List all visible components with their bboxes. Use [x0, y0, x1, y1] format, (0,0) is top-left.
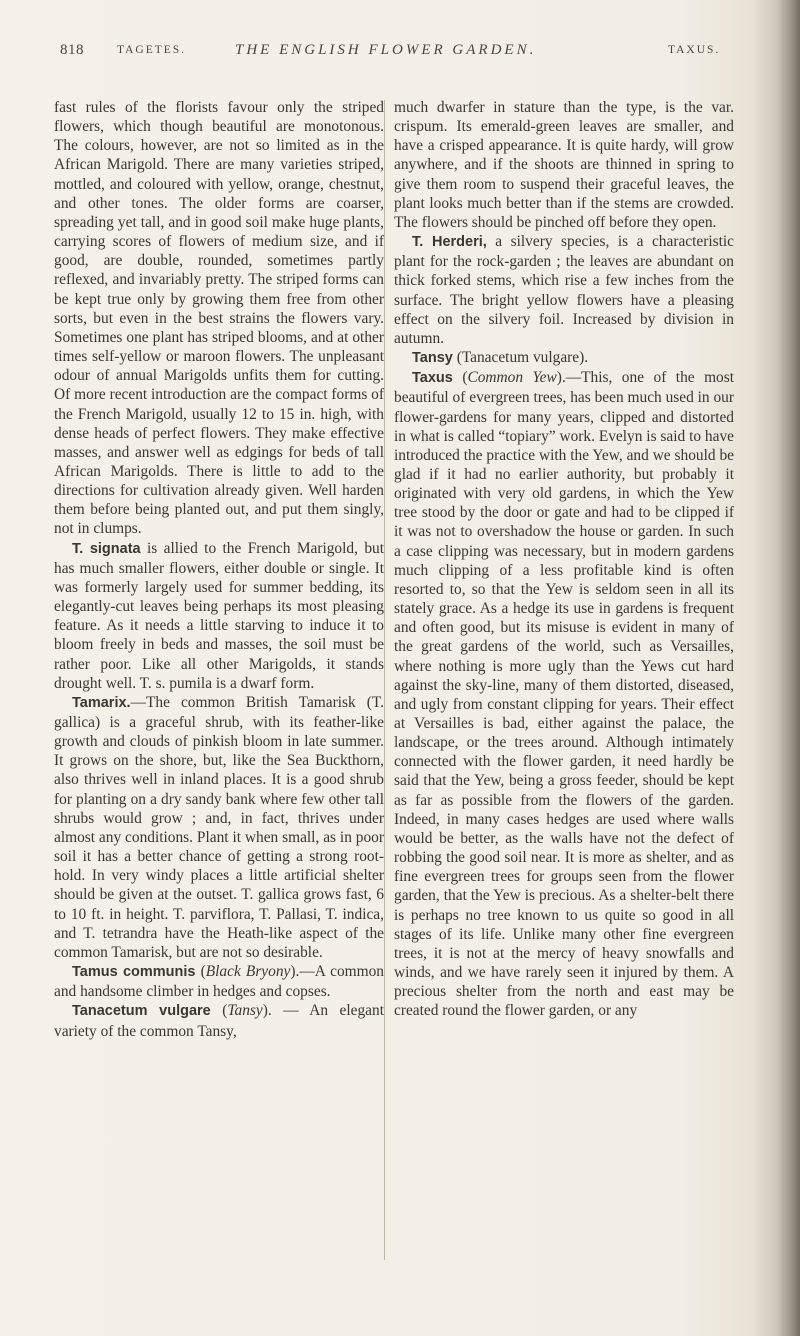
headword: T. Herderi,	[412, 234, 487, 251]
headword: Tansy	[412, 350, 453, 367]
running-header	[60, 42, 750, 64]
entry-text: .—This, one of the most beautiful of evergreen trees, has been much used in our flower-gardens for many years, clipped and distorted in what is called “topiary” work. Evelyn is said to have introduced the practice with the Yew, and we should be glad if it had no earlier authority, but probably it originated with very old gardens, in which the Yew tree stood by the door or gate and had to be clipped if it was not to overshadow the house or garden. In such a case clipping was necessary, but in modern gardens much clipping of a less profitable kind is often resorted to, so that the Yew is seldom seen in all its stately grace. As a hedge its use in gardens is frequent and often good, but its misuse is evident in many of the great gardens of the world, such as Versailles, where nothing is more ugly than the Yews cut hard against the sky-line, many of them distorted, diseased, and ugly from constant clipping for years. Their effect at Versailles is bad, either against the palace, the landscape, or the trees around. Although intimately connected with the flower garden, it need hardly be said that the Yew, being a gross feeder, should be kept as far as possible from the flowers of the garden. Indeed, in many cases hedges are used where walls would be better, as the walls have not the defect of robbing the good soil near. It is more as shelter, and as fine evergreen trees for groups seen from the flower garden, that the Yew is precious. As a shelter-belt there is perhaps no tree known to us quite so good in all stages of its life. Unlike many other fine evergreen trees, it is not at the mercy of heavy snowfalls and winds, and we have rarely seen it injured by them. A precious shelter from the north and east may be created round the flower garden, or any	[394, 369, 734, 1020]
entry-tanacetum-vulgare: Tanacetum vulgare (Tansy). — An elegant variety of the common Tansy,	[54, 1002, 384, 1040]
common-name: Tansy	[227, 1002, 263, 1020]
page-edge-shadow	[778, 0, 800, 1336]
common-name: Black Bryony	[205, 963, 291, 981]
entry-text: —The common British Tamarisk (T. gallica) is a graceful shrub, with its feather-like growth and clouds of pinkish bloom in late summer. It grows on the shore, but, like the Sea Buckthorn, also thrives well in inland places. It is a good shrub for planting on a dry sandy bank where few other tall shrubs would grow ; and, in fact, thrives under almost any conditions. Plant it when small, as in poor soil it has a better chance of getting a strong root-hold. In very windy places a little artificial shelter should be given at the outset. T. gallica grows fast, 6 to 10 ft. in height. T. parviflora, T. Pallasi, T. indica, and T. tetrandra have the Heath-like aspect of the common Tamarisk, but are not so desirable.	[54, 693, 384, 961]
page-number: 818	[60, 42, 84, 58]
entry-text: (Tanacetum vulgare).	[452, 349, 589, 367]
headword: Tamarix.	[72, 694, 131, 711]
column-rule	[384, 100, 385, 1260]
right-running-word: TAXUS.	[668, 44, 721, 56]
left-column	[54, 98, 384, 1041]
left-running-word: TAGETES.	[117, 44, 187, 56]
book-title: THE ENGLISH FLOWER GARDEN.	[235, 42, 537, 58]
common-name: Common Yew	[467, 369, 557, 387]
paragraph-tagetes-continued: fast rules of the florists favour only the striped flowers, which though beautiful are monotonous. The colours, however, are not so limited as in the African Marigold. There are many varieties striped, mottled, and coloured with yellow, orange, chestnut, and other tones. The older forms are coarser, spreading yet tall, and in good soil make huge plants, carrying scores of flowers of medium size, and if good, are double, rounded, sometimes partly reflexed, and invariably pretty. The striped forms can be kept true only by growing them free from other sorts, but even in the best strains the flowers vary. Sometimes one plant has striped blooms, and at other times self-yellow or maroon flowers. The unpleasant odour of annual Marigolds unfits them for cutting. Of more recent introduction are the compact forms of the French Marigold, usually 12 to 15 in. high, with dense heads of perfect flowers. They make effective masses, and answer well as edgings for beds of tall African Marigolds. There is little to add to the directions for cultivation already given. Well harden them before being planted out, and put them singly, not in clumps.	[54, 99, 384, 538]
right-column	[394, 98, 734, 1021]
entry-text: a silvery species, is a characteristic plant for the rock-garden ; the leaves are abundant on thick forked stems, which rise a few inches from the surface. The bright yellow flowers have a pleasing effect on the silvery foil. Increased by division in autumn.	[394, 233, 734, 347]
headword: Tanacetum vulgare	[72, 1003, 211, 1020]
entry-text: .—A common and handsome climber in hedges and copses.	[54, 963, 384, 1001]
entry-tamus-communis: Tamus communis (Black Bryony).—A common and handsome climber in hedges and copses.	[54, 963, 384, 1001]
entry-taxus: Taxus (Common Yew).—This, one of the most beautiful of evergreen trees, has been much used in our flower-gardens for many years, clipped and distorted in what is called “topiary” work. Evelyn is said to have introduced the practice with the Yew, and we should be glad if it had no earlier authority, but probably it originated with very old gardens, in which the Yew tree stood by the door or gate and had to be clipped if it was not to overshadow the house or garden. In such a case clipping was necessary, but in modern gardens much clipping of a less profitable kind is often resorted to, so that the Yew is seldom seen in all its stately grace. As a hedge its use in gardens is frequent and often good, but its misuse is evident in many of the great gardens of the world, such as Versailles, where nothing is more ugly than the Yews cut hard against the sky-line, many of them distorted, diseased, and ugly from constant clipping for years. Their effect at Versailles is bad, either against the palace, the landscape, or the trees around. Although intimately connected with the flower garden, it need hardly be said that the Yew, being a gross feeder, should be kept as far as possible from the flowers of the garden. Indeed, in many cases hedges are used where walls would be better, as the walls have not the defect of robbing the good soil near. It is more as shelter, and as fine evergreen trees for groups seen from the flower garden, that the Yew is precious. As a shelter-belt there is perhaps no tree known to us quite so good in all stages of its life. Unlike many other fine evergreen trees, it is not at the mercy of heavy snowfalls and winds, and we have rarely seen it injured by them. A precious shelter from the north and east may be created round the flower garden, or any	[394, 369, 734, 1020]
paragraph-tansy-continued: much dwarfer in stature than the type, is the var. crispum. Its emerald-green leaves are smaller, and have a crisped appearance. It is quite hardy, will grow anywhere, and if the shoots are thinned in spring to give them room to suspend their graceful leaves, the plant looks much better than if the stems are crowded. The flowers should be pinched off before they open.	[394, 99, 734, 231]
headword: Tamus communis	[72, 964, 196, 981]
entry-t-herderi	[394, 232, 734, 348]
entry-tansy	[394, 348, 734, 368]
entry-text: . — An elegant variety of the common Tansy,	[54, 1002, 384, 1040]
headword: T. signata	[72, 540, 141, 557]
entry-t-signata	[54, 539, 384, 693]
headword: Taxus	[412, 370, 453, 387]
entry-tamarix	[54, 693, 384, 962]
entry-text: is allied to the French Marigold, but has much smaller flowers, either double or single. It was formerly largely used for summer bedding, its elegantly-cut leaves being perhaps its most pleasing feature. As it needs a little starving to induce it to bloom freely in beds and masses, the soil must be rather poor. Like all other Marigolds, it stands drought well. T. s. pumila is a dwarf form.	[54, 539, 384, 692]
